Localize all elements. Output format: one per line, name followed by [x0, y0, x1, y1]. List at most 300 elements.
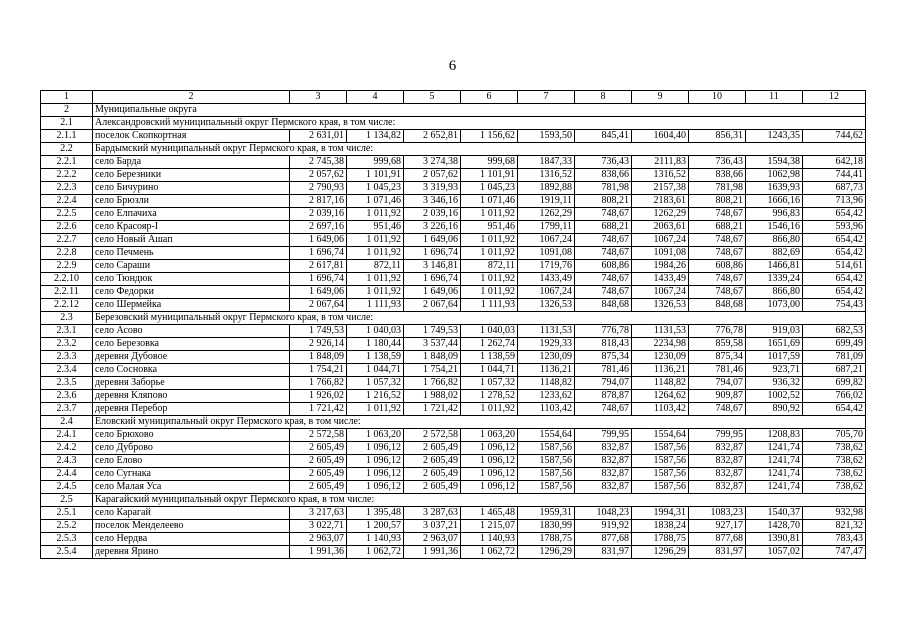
- row-code-cell: 2.1: [41, 117, 93, 130]
- tariff-value-cell: 1 848,09: [404, 351, 461, 364]
- tariff-value-cell: 1433,49: [518, 273, 575, 286]
- settlement-name-cell: деревня Перебор: [93, 403, 290, 416]
- tariff-value-cell: 1 096,12: [347, 468, 404, 481]
- tariff-value-cell: 1073,00: [746, 299, 803, 312]
- tariff-value-cell: 754,43: [803, 299, 866, 312]
- tariff-value-cell: 738,62: [803, 468, 866, 481]
- tariff-value-cell: 951,46: [461, 221, 518, 234]
- section-row: [41, 494, 866, 507]
- tariff-value-cell: 1587,56: [632, 442, 689, 455]
- table-row: [41, 481, 866, 494]
- tariff-value-cell: 2063,61: [632, 221, 689, 234]
- tariff-value-cell: 1587,56: [518, 442, 575, 455]
- tariff-value-cell: 1 749,53: [290, 325, 347, 338]
- tariff-value-cell: 821,32: [803, 520, 866, 533]
- column-number-cell: 1: [41, 91, 93, 104]
- tariff-value-cell: 1262,29: [518, 208, 575, 221]
- tariff-value-cell: 2 817,16: [290, 195, 347, 208]
- tariff-value-cell: 872,11: [461, 260, 518, 273]
- row-code-cell: 2.2.10: [41, 273, 93, 286]
- tariff-value-cell: 1208,83: [746, 429, 803, 442]
- tariff-value-cell: 1 696,74: [290, 273, 347, 286]
- settlement-name-cell: деревня Заборье: [93, 377, 290, 390]
- tariff-value-cell: 1296,29: [518, 546, 575, 559]
- tariff-value-cell: 999,68: [347, 156, 404, 169]
- tariff-value-cell: 593,96: [803, 221, 866, 234]
- tariff-value-cell: 1929,33: [518, 338, 575, 351]
- tariff-value-cell: 999,68: [461, 156, 518, 169]
- section-title-cell: Александровский муниципальный округ Пермского края, в том числе:: [93, 117, 866, 130]
- settlement-name-cell: село Тюндюк: [93, 273, 290, 286]
- tariff-value-cell: 1390,81: [746, 533, 803, 546]
- tariff-value-cell: 1 063,20: [347, 429, 404, 442]
- tariff-value-cell: 1604,40: [632, 130, 689, 143]
- table-row: [41, 130, 866, 143]
- tariff-value-cell: 2234,98: [632, 338, 689, 351]
- tariff-value-cell: 1136,21: [632, 364, 689, 377]
- tariff-value-cell: 1296,29: [632, 546, 689, 559]
- tariff-value-cell: 877,68: [575, 533, 632, 546]
- row-code-cell: 2.5.1: [41, 507, 93, 520]
- tariff-value-cell: 1 096,12: [461, 442, 518, 455]
- tariff-value-cell: 1587,56: [632, 468, 689, 481]
- tariff-value-cell: 877,68: [689, 533, 746, 546]
- tariff-value-cell: 1892,88: [518, 182, 575, 195]
- tariff-value-cell: 1 926,02: [290, 390, 347, 403]
- tariff-value-cell: 1062,98: [746, 169, 803, 182]
- table-row: [41, 247, 866, 260]
- tariff-value-cell: 736,43: [689, 156, 746, 169]
- tariff-value-cell: 748,67: [575, 403, 632, 416]
- tariff-value-cell: 1 011,92: [347, 208, 404, 221]
- tariff-value-cell: 1 111,93: [347, 299, 404, 312]
- tariff-table: [40, 90, 866, 559]
- tariff-value-cell: 1 140,93: [461, 533, 518, 546]
- tariff-value-cell: 2 745,38: [290, 156, 347, 169]
- tariff-value-cell: 3 226,16: [404, 221, 461, 234]
- tariff-value-cell: 1799,11: [518, 221, 575, 234]
- settlement-name-cell: село Сосновка: [93, 364, 290, 377]
- tariff-value-cell: 1 011,92: [461, 286, 518, 299]
- column-number-cell: 2: [93, 91, 290, 104]
- tariff-value-cell: 2 605,49: [404, 481, 461, 494]
- tariff-value-cell: 1 766,82: [404, 377, 461, 390]
- tariff-value-cell: 1 200,57: [347, 520, 404, 533]
- row-code-cell: 2.2.7: [41, 234, 93, 247]
- tariff-value-cell: 1959,31: [518, 507, 575, 520]
- tariff-value-cell: 1 721,42: [404, 403, 461, 416]
- tariff-value-cell: 1 134,82: [347, 130, 404, 143]
- tariff-value-cell: 748,67: [689, 273, 746, 286]
- tariff-value-cell: 996,83: [746, 208, 803, 221]
- tariff-value-cell: 2 617,81: [290, 260, 347, 273]
- tariff-value-cell: 890,92: [746, 403, 803, 416]
- tariff-value-cell: 2 605,49: [404, 442, 461, 455]
- tariff-value-cell: 2 572,58: [404, 429, 461, 442]
- tariff-value-cell: 713,96: [803, 195, 866, 208]
- section-row: [41, 117, 866, 130]
- tariff-value-cell: 1 011,92: [461, 234, 518, 247]
- tariff-value-cell: 642,18: [803, 156, 866, 169]
- tariff-value-cell: 1554,64: [518, 429, 575, 442]
- tariff-value-cell: 1 766,82: [290, 377, 347, 390]
- tariff-value-cell: 1243,35: [746, 130, 803, 143]
- tariff-value-cell: 848,68: [575, 299, 632, 312]
- tariff-value-cell: 699,49: [803, 338, 866, 351]
- table-row: [41, 338, 866, 351]
- tariff-value-cell: 882,69: [746, 247, 803, 260]
- tariff-value-cell: 608,86: [689, 260, 746, 273]
- table-row: [41, 221, 866, 234]
- tariff-value-cell: 845,41: [575, 130, 632, 143]
- settlement-name-cell: деревня Ярино: [93, 546, 290, 559]
- tariff-value-cell: 1466,81: [746, 260, 803, 273]
- tariff-value-cell: 1002,52: [746, 390, 803, 403]
- settlement-name-cell: село Шермейка: [93, 299, 290, 312]
- row-code-cell: 2.2.8: [41, 247, 93, 260]
- tariff-value-cell: 927,17: [689, 520, 746, 533]
- tariff-value-cell: 738,62: [803, 455, 866, 468]
- tariff-value-cell: 1594,38: [746, 156, 803, 169]
- settlement-name-cell: село Дуброво: [93, 442, 290, 455]
- tariff-value-cell: 1067,24: [518, 234, 575, 247]
- tariff-value-cell: 1339,24: [746, 273, 803, 286]
- row-code-cell: 2.3.7: [41, 403, 93, 416]
- tariff-value-cell: 3 037,21: [404, 520, 461, 533]
- row-code-cell: 2.2.1: [41, 156, 93, 169]
- row-code-cell: 2: [41, 104, 93, 117]
- tariff-value-cell: 1 071,46: [461, 195, 518, 208]
- tariff-value-cell: 1 096,12: [461, 468, 518, 481]
- table-row: [41, 442, 866, 455]
- tariff-value-cell: 781,46: [575, 364, 632, 377]
- tariff-value-cell: 1230,09: [632, 351, 689, 364]
- table-row: [41, 351, 866, 364]
- row-code-cell: 2.2.2: [41, 169, 93, 182]
- settlement-name-cell: село Печмень: [93, 247, 290, 260]
- tariff-value-cell: 1 991,36: [290, 546, 347, 559]
- section-title-cell: Муниципальные округа: [93, 104, 866, 117]
- settlement-name-cell: село Березники: [93, 169, 290, 182]
- tariff-value-cell: 1067,24: [632, 234, 689, 247]
- section-title-cell: Бардымский муниципальный округ Пермского края, в том числе:: [93, 143, 866, 156]
- tariff-value-cell: 1 138,59: [347, 351, 404, 364]
- row-code-cell: 2.4: [41, 416, 93, 429]
- tariff-value-cell: 654,42: [803, 403, 866, 416]
- tariff-value-cell: 781,98: [575, 182, 632, 195]
- tariff-value-cell: 3 319,93: [404, 182, 461, 195]
- tariff-value-cell: 744,41: [803, 169, 866, 182]
- settlement-name-cell: село Федорки: [93, 286, 290, 299]
- tariff-value-cell: 2 057,62: [404, 169, 461, 182]
- tariff-value-cell: 738,62: [803, 481, 866, 494]
- settlement-name-cell: поселок Менделеево: [93, 520, 290, 533]
- column-number-cell: 4: [347, 91, 404, 104]
- tariff-value-cell: 2 790,93: [290, 182, 347, 195]
- tariff-value-cell: 2 039,16: [290, 208, 347, 221]
- settlement-name-cell: село Брюхово: [93, 429, 290, 442]
- section-row: [41, 312, 866, 325]
- tariff-value-cell: 654,42: [803, 247, 866, 260]
- row-code-cell: 2.3.2: [41, 338, 93, 351]
- tariff-value-cell: 1091,08: [518, 247, 575, 260]
- settlement-name-cell: село Нердва: [93, 533, 290, 546]
- column-number-cell: 5: [404, 91, 461, 104]
- tariff-value-cell: 747,47: [803, 546, 866, 559]
- tariff-value-cell: 1838,24: [632, 520, 689, 533]
- tariff-value-cell: 2111,83: [632, 156, 689, 169]
- row-code-cell: 2.2: [41, 143, 93, 156]
- tariff-value-cell: 2 605,49: [404, 468, 461, 481]
- section-title-cell: Березовский муниципальный округ Пермского края, в том числе:: [93, 312, 866, 325]
- tariff-value-cell: 919,92: [575, 520, 632, 533]
- tariff-value-cell: 1666,16: [746, 195, 803, 208]
- table-row: [41, 325, 866, 338]
- tariff-value-cell: 1994,31: [632, 507, 689, 520]
- tariff-value-cell: 2 605,49: [404, 455, 461, 468]
- settlement-name-cell: село Красояр-I: [93, 221, 290, 234]
- tariff-value-cell: 766,02: [803, 390, 866, 403]
- tariff-value-cell: 2 926,14: [290, 338, 347, 351]
- tariff-value-cell: 688,21: [575, 221, 632, 234]
- tariff-value-cell: 1 215,07: [461, 520, 518, 533]
- tariff-value-cell: 3 146,81: [404, 260, 461, 273]
- tariff-value-cell: 1 040,03: [347, 325, 404, 338]
- tariff-value-cell: 1546,16: [746, 221, 803, 234]
- tariff-value-cell: 875,34: [689, 351, 746, 364]
- row-code-cell: 2.1.1: [41, 130, 93, 143]
- tariff-value-cell: 1 011,92: [347, 273, 404, 286]
- tariff-value-cell: 936,32: [746, 377, 803, 390]
- settlement-name-cell: село Малая Уса: [93, 481, 290, 494]
- tariff-value-cell: 1984,26: [632, 260, 689, 273]
- tariff-value-cell: 1233,62: [518, 390, 575, 403]
- tariff-value-cell: 832,87: [575, 481, 632, 494]
- tariff-value-cell: 2183,61: [632, 195, 689, 208]
- row-code-cell: 2.2.5: [41, 208, 93, 221]
- tariff-value-cell: 866,80: [746, 286, 803, 299]
- tariff-value-cell: 3 346,16: [404, 195, 461, 208]
- tariff-value-cell: 1 057,32: [461, 377, 518, 390]
- tariff-value-cell: 1241,74: [746, 455, 803, 468]
- tariff-value-cell: 1264,62: [632, 390, 689, 403]
- tariff-value-cell: 838,66: [575, 169, 632, 182]
- tariff-value-cell: 1 649,06: [404, 286, 461, 299]
- tariff-value-cell: 909,87: [689, 390, 746, 403]
- row-code-cell: 2.2.6: [41, 221, 93, 234]
- tariff-value-cell: 744,62: [803, 130, 866, 143]
- row-code-cell: 2.4.2: [41, 442, 93, 455]
- tariff-value-cell: 1136,21: [518, 364, 575, 377]
- tariff-value-cell: 776,78: [575, 325, 632, 338]
- table-row: [41, 377, 866, 390]
- tariff-value-cell: 654,42: [803, 273, 866, 286]
- row-code-cell: 2.5: [41, 494, 93, 507]
- tariff-value-cell: 875,34: [575, 351, 632, 364]
- tariff-value-cell: 832,87: [575, 468, 632, 481]
- tariff-value-cell: 736,43: [575, 156, 632, 169]
- tariff-value-cell: 856,31: [689, 130, 746, 143]
- table-row: [41, 169, 866, 182]
- tariff-value-cell: 1131,53: [632, 325, 689, 338]
- tariff-value-cell: 1 044,71: [461, 364, 518, 377]
- settlement-name-cell: село Березовка: [93, 338, 290, 351]
- tariff-value-cell: 1230,09: [518, 351, 575, 364]
- row-code-cell: 2.3.1: [41, 325, 93, 338]
- table-row: [41, 299, 866, 312]
- row-code-cell: 2.5.2: [41, 520, 93, 533]
- tariff-value-cell: 2 605,49: [290, 442, 347, 455]
- tariff-value-cell: 832,87: [689, 481, 746, 494]
- tariff-value-cell: 1 278,52: [461, 390, 518, 403]
- tariff-value-cell: 919,03: [746, 325, 803, 338]
- row-code-cell: 2.2.9: [41, 260, 93, 273]
- tariff-value-cell: 2 572,58: [290, 429, 347, 442]
- tariff-value-cell: 748,67: [575, 273, 632, 286]
- row-code-cell: 2.3: [41, 312, 93, 325]
- tariff-value-cell: 688,21: [689, 221, 746, 234]
- tariff-value-cell: 2 067,64: [290, 299, 347, 312]
- tariff-value-cell: 2 963,07: [404, 533, 461, 546]
- tariff-value-cell: 866,80: [746, 234, 803, 247]
- tariff-value-cell: 1316,52: [518, 169, 575, 182]
- tariff-value-cell: 1 011,92: [347, 286, 404, 299]
- page-number: 6: [448, 58, 457, 74]
- tariff-value-cell: 1241,74: [746, 481, 803, 494]
- tariff-value-cell: 748,67: [575, 234, 632, 247]
- tariff-value-cell: 1433,49: [632, 273, 689, 286]
- tariff-value-cell: 794,07: [575, 377, 632, 390]
- tariff-value-cell: 654,42: [803, 286, 866, 299]
- tariff-value-cell: 2 057,62: [290, 169, 347, 182]
- tariff-value-cell: 1 988,02: [404, 390, 461, 403]
- table-row: [41, 182, 866, 195]
- tariff-value-cell: 1148,82: [632, 377, 689, 390]
- tariff-value-cell: 1587,56: [632, 481, 689, 494]
- tariff-value-cell: 1428,70: [746, 520, 803, 533]
- tariff-value-cell: 514,61: [803, 260, 866, 273]
- table-row: [41, 403, 866, 416]
- section-row: [41, 143, 866, 156]
- row-code-cell: 2.4.4: [41, 468, 93, 481]
- tariff-value-cell: 808,21: [575, 195, 632, 208]
- tariff-value-cell: 794,07: [689, 377, 746, 390]
- tariff-value-cell: 832,87: [689, 455, 746, 468]
- tariff-value-cell: 1 101,91: [461, 169, 518, 182]
- tariff-value-cell: 831,97: [689, 546, 746, 559]
- tariff-value-cell: 1 011,92: [461, 273, 518, 286]
- row-code-cell: 2.2.11: [41, 286, 93, 299]
- tariff-value-cell: 832,87: [689, 442, 746, 455]
- tariff-value-cell: 705,70: [803, 429, 866, 442]
- tariff-value-cell: 2 605,49: [290, 455, 347, 468]
- tariff-value-cell: 1 649,06: [404, 234, 461, 247]
- row-code-cell: 2.3.4: [41, 364, 93, 377]
- tariff-value-cell: 799,95: [575, 429, 632, 442]
- row-code-cell: 2.4.1: [41, 429, 93, 442]
- settlement-name-cell: поселок Скопкортная: [93, 130, 290, 143]
- tariff-value-cell: 2 039,16: [404, 208, 461, 221]
- tariff-value-cell: 1241,74: [746, 468, 803, 481]
- tariff-value-cell: 2 605,49: [290, 481, 347, 494]
- settlement-name-cell: село Елпачиха: [93, 208, 290, 221]
- settlement-name-cell: село Брюзли: [93, 195, 290, 208]
- tariff-value-cell: 1 011,92: [347, 247, 404, 260]
- tariff-value-cell: 1326,53: [632, 299, 689, 312]
- tariff-value-cell: 1 044,71: [347, 364, 404, 377]
- tariff-value-cell: 1 696,74: [404, 247, 461, 260]
- tariff-value-cell: 1 721,42: [290, 403, 347, 416]
- tariff-value-cell: 1091,08: [632, 247, 689, 260]
- tariff-value-cell: 1 649,06: [290, 234, 347, 247]
- table-row: [41, 455, 866, 468]
- tariff-value-cell: 781,09: [803, 351, 866, 364]
- row-code-cell: 2.4.5: [41, 481, 93, 494]
- tariff-value-cell: 608,86: [575, 260, 632, 273]
- tariff-value-cell: 832,87: [575, 442, 632, 455]
- settlement-name-cell: село Карагай: [93, 507, 290, 520]
- tariff-value-cell: 748,67: [575, 247, 632, 260]
- tariff-value-cell: 1067,24: [632, 286, 689, 299]
- tariff-value-cell: 1 011,92: [461, 403, 518, 416]
- tariff-value-cell: 799,95: [689, 429, 746, 442]
- tariff-value-cell: 1788,75: [632, 533, 689, 546]
- tariff-value-cell: 1 096,12: [347, 455, 404, 468]
- tariff-value-cell: 1262,29: [632, 208, 689, 221]
- tariff-value-cell: 748,67: [575, 286, 632, 299]
- table-row: [41, 546, 866, 559]
- tariff-value-cell: 3 022,71: [290, 520, 347, 533]
- tariff-value-cell: 1 465,48: [461, 507, 518, 520]
- tariff-value-cell: 1554,64: [632, 429, 689, 442]
- tariff-value-cell: 1 156,62: [461, 130, 518, 143]
- tariff-value-cell: 748,67: [689, 286, 746, 299]
- tariff-value-cell: 1326,53: [518, 299, 575, 312]
- tariff-value-cell: 654,42: [803, 208, 866, 221]
- tariff-value-cell: 1148,82: [518, 377, 575, 390]
- settlement-name-cell: село Сугнака: [93, 468, 290, 481]
- tariff-value-cell: 748,67: [689, 403, 746, 416]
- tariff-value-cell: 1 045,23: [461, 182, 518, 195]
- tariff-value-cell: 682,53: [803, 325, 866, 338]
- tariff-value-cell: 3 537,44: [404, 338, 461, 351]
- table-row: [41, 260, 866, 273]
- tariff-value-cell: 1 071,46: [347, 195, 404, 208]
- tariff-value-cell: 1 011,92: [461, 247, 518, 260]
- tariff-value-cell: 831,97: [575, 546, 632, 559]
- tariff-value-cell: 748,67: [689, 208, 746, 221]
- table-row: [41, 390, 866, 403]
- column-number-cell: 8: [575, 91, 632, 104]
- tariff-value-cell: 859,58: [689, 338, 746, 351]
- tariff-value-cell: 1593,50: [518, 130, 575, 143]
- table-row: [41, 520, 866, 533]
- tariff-value-cell: 1057,02: [746, 546, 803, 559]
- tariff-value-cell: 1 063,20: [461, 429, 518, 442]
- tariff-value-cell: 3 287,63: [404, 507, 461, 520]
- column-number-cell: 12: [803, 91, 866, 104]
- tariff-value-cell: 838,66: [689, 169, 746, 182]
- tariff-value-cell: 2 067,64: [404, 299, 461, 312]
- tariff-value-cell: 1 096,12: [461, 481, 518, 494]
- tariff-value-cell: 3 274,38: [404, 156, 461, 169]
- tariff-value-cell: 1788,75: [518, 533, 575, 546]
- table-row: [41, 208, 866, 221]
- tariff-value-cell: 1 696,74: [290, 247, 347, 260]
- tariff-value-cell: 1587,56: [518, 455, 575, 468]
- settlement-name-cell: село Новый Ашап: [93, 234, 290, 247]
- tariff-value-cell: 1 011,92: [347, 234, 404, 247]
